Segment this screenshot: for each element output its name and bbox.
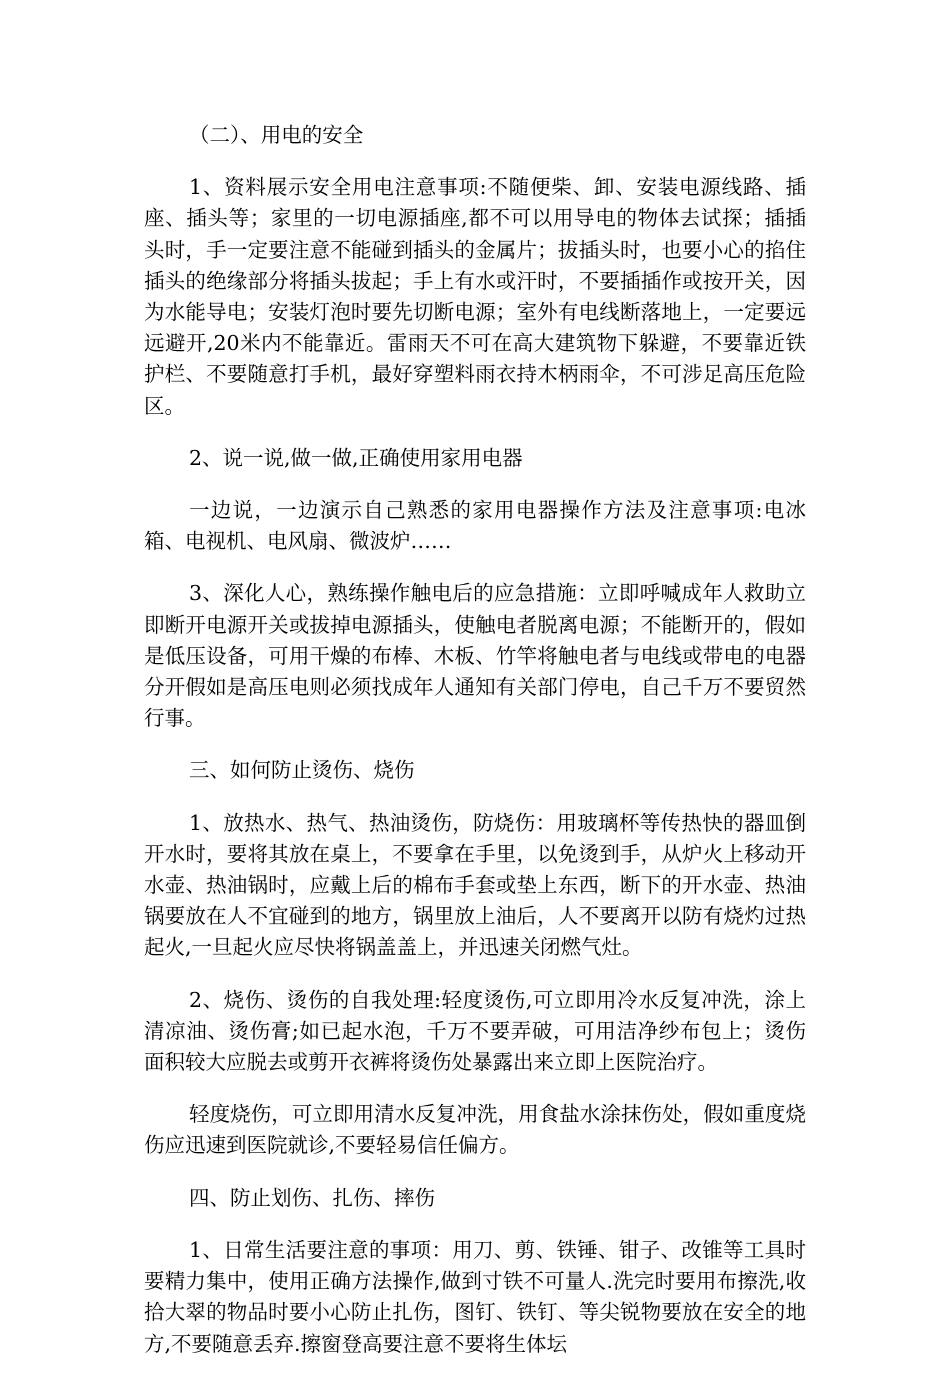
paragraph-daily-precautions: 1、日常生活要注意的事项：用刀、剪、铁锤、钳子、改锥等工具时要精力集中，使用正确方法操作,做到寸铁不可量人.洗完时要用布擦洗,收拾大翠的物品时要小心防止扎伤，图钉、铁钉、等尖锐物要放在安全的地方,不要随意丢弃.擦窗登高要注意不要将生体坛 [144,1237,806,1356]
paragraph-electricity-precautions: 1、资料展示安全用电注意事项:不随便柴、卸、安装电源线路、插座、插头等；家里的一切电源插座,都不可以用导电的物体去试探；插插头时，手一定要注意不能碰到插头的金属片；拔插头时，也要小心的掐住插头的绝缘部分将插头拔起；手上有水或汗时，不要插插作或按开关，因为水能导电；安装灯泡时要先切断电源；室外有电线断落地上，一定要远远避开,20米内不能靠近。雷雨天不可在高大建筑物下躲避，不要靠近铁护栏、不要随意打手机，最好穿塑料雨衣持木柄雨伞，不可涉足高压危险区。 [144,175,806,418]
document-body [144,120,806,1381]
section-heading-burns: 三、如何防止烫伤、烧伤 [189,758,415,783]
paragraph-minor-burns: 轻度烧伤，可立即用清水反复冲洗，用食盐水涂抹伤处，假如重度烧伤应迅速到医院就诊,不要轻易信任偏方。 [144,1102,806,1158]
section-heading-cuts-falls: 四、防止划伤、扎伤、摔伤 [189,1185,435,1210]
paragraph-prevent-scalds: 1、放热水、热气、热油烫伤，防烧伤：用玻璃杯等传热快的器皿倒开水时，要将其放在桌上，不要拿在手里，以免烫到手，从炉火上移动开水壶、热油锅时，应戴上后的棉布手套或垫上东西，断下的开水壶、热油锅要放在人不宜碰到的地方，锅里放上油后，人不要离开以防有烧灼过热起火,一旦起火应尽快将锅盖盖上，并迅速关闭燃气灶。 [144,810,806,960]
subheading-use-appliances: 2、说一说,做一做,正确使用家用电器 [189,445,523,470]
paragraph-scald-self-treatment: 2、烧伤、烫伤的自我处理:轻度烫伤,可立即用冷水反复冲洗，涂上清凉油、烫伤膏;如已起水泡，千万不要弄破，可用洁净纱布包上；烫伤面积较大应脱去或剪开衣裤将烫伤处暴露出来立即上医院治疗。 [144,987,806,1075]
section-heading-electricity-safety: （二）、用电的安全 [189,123,364,147]
paragraph-appliance-demo: 一边说，一边演示自己熟悉的家用电器操作方法及注意事项:电冰箱、电视机、电风扇、微波炉…… [144,498,806,554]
paragraph-electric-shock-response: 3、深化人心，熟练操作触电后的应急措施：立即呼喊成年人救助立即断开电源开关或拔掉电源插头，使触电者脱离电源；不能断开的，假如是低压设备，可用干燥的布棒、木板、竹竿将触电者与电线或带电的电器分开假如是高压电则必须找成年人通知有关部门停电，自己千万不要贸然行事。 [144,581,806,731]
